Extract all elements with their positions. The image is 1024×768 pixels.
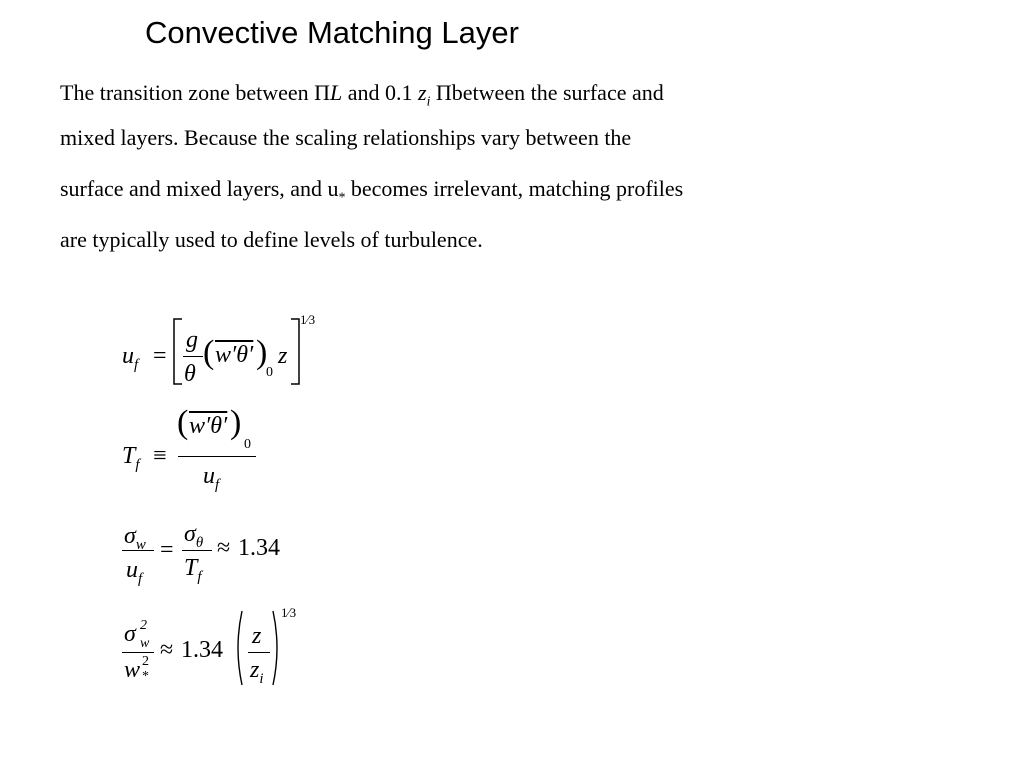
- eq3-approx: ≈: [217, 535, 231, 561]
- eq1-lhs: $u_f$: [122, 343, 139, 373]
- eq4-sigma-sup: 2: [140, 618, 147, 633]
- eq4-zi-sub: i: [259, 670, 264, 687]
- line1-symbol-2: Π: [430, 80, 452, 105]
- eq2-equiv: ≡: [153, 443, 167, 469]
- eq3-sigma-theta-sub: θ: [195, 534, 204, 551]
- eq3-value: 1.34: [238, 535, 280, 561]
- eq1-right-paren: ): [256, 334, 268, 371]
- eq4-left-paren: [234, 610, 244, 686]
- line1-L: L: [330, 80, 343, 105]
- eq4-w: w: [124, 657, 141, 683]
- line1-z-sub: i: [426, 93, 431, 109]
- eq3-T-sub: f: [197, 568, 202, 585]
- line1-symbol-1: Π: [314, 80, 331, 105]
- eq1-flux-sub: 0: [266, 365, 273, 380]
- eq1-g: g: [186, 327, 198, 353]
- line1-z: z: [418, 80, 427, 105]
- eq4-fraction-bar-1: [122, 652, 154, 653]
- eq1-exponent: 1⁄3: [300, 312, 316, 327]
- eq4-w-sub: *: [142, 669, 149, 684]
- eq2-flux-sub: 0: [244, 437, 251, 452]
- paragraph-line-2: mixed layers. Because the scaling relationships vary between the: [60, 125, 632, 150]
- eq2-right-paren: ): [230, 404, 242, 441]
- slide-title: Convective Matching Layer: [145, 15, 519, 50]
- line1-text-b: and 0.1: [342, 80, 419, 105]
- eq4-approx: ≈: [160, 637, 174, 663]
- eq4-zi: $z_i$: [250, 657, 264, 687]
- eq4-fraction-bar-2: [248, 652, 270, 653]
- eq3-sigma-theta: $\sigma_\theta$: [184, 521, 204, 551]
- line1-text-a: The transition zone between: [60, 80, 315, 105]
- eq4-z: z: [252, 623, 262, 649]
- line1-text-c: between the surface and: [451, 80, 664, 105]
- eq4-exponent: 1⁄3: [281, 605, 297, 620]
- eq1-left-paren: (: [203, 334, 215, 371]
- eq3-u-sub: f: [138, 570, 143, 587]
- eq2-lhs-sub: f: [135, 456, 140, 473]
- eq1-theta: θ: [184, 361, 196, 387]
- eq4-right-paren: [271, 610, 281, 686]
- eq2-left-paren: (: [177, 404, 189, 441]
- eq2-denominator: $u_f$: [203, 463, 220, 493]
- line3-text-b: becomes irrelevant, matching profiles: [345, 176, 684, 201]
- eq1-equals: =: [153, 343, 167, 369]
- eq2-flux: w′θ′: [189, 413, 228, 439]
- eq4-sigma: σ: [124, 621, 136, 647]
- eq3-sigma-w-sub: w: [135, 536, 146, 553]
- eq1-flux: w′θ′: [215, 342, 254, 368]
- eq1-lhs-sub: f: [134, 356, 139, 373]
- line3-text-a: surface and mixed layers, and u: [60, 176, 339, 201]
- eq3-u: $u_f$: [126, 557, 143, 587]
- eq2-lhs: $T_f$: [122, 443, 140, 473]
- paragraph-line-4: are typically used to define levels of turbulence.: [60, 227, 483, 252]
- eq4-value: 1.34: [181, 637, 223, 663]
- eq1-z: z: [278, 343, 288, 369]
- eq3-T: $T_f$: [184, 555, 202, 585]
- eq4-sigma-sub: w: [140, 636, 150, 651]
- eq3-equals: =: [160, 537, 174, 563]
- eq3-sigma-w: $\sigma_w$: [124, 523, 146, 553]
- line3-star: *: [338, 189, 346, 205]
- eq4-w-sup: 2: [142, 654, 149, 669]
- eq2-den-sub: f: [215, 476, 220, 493]
